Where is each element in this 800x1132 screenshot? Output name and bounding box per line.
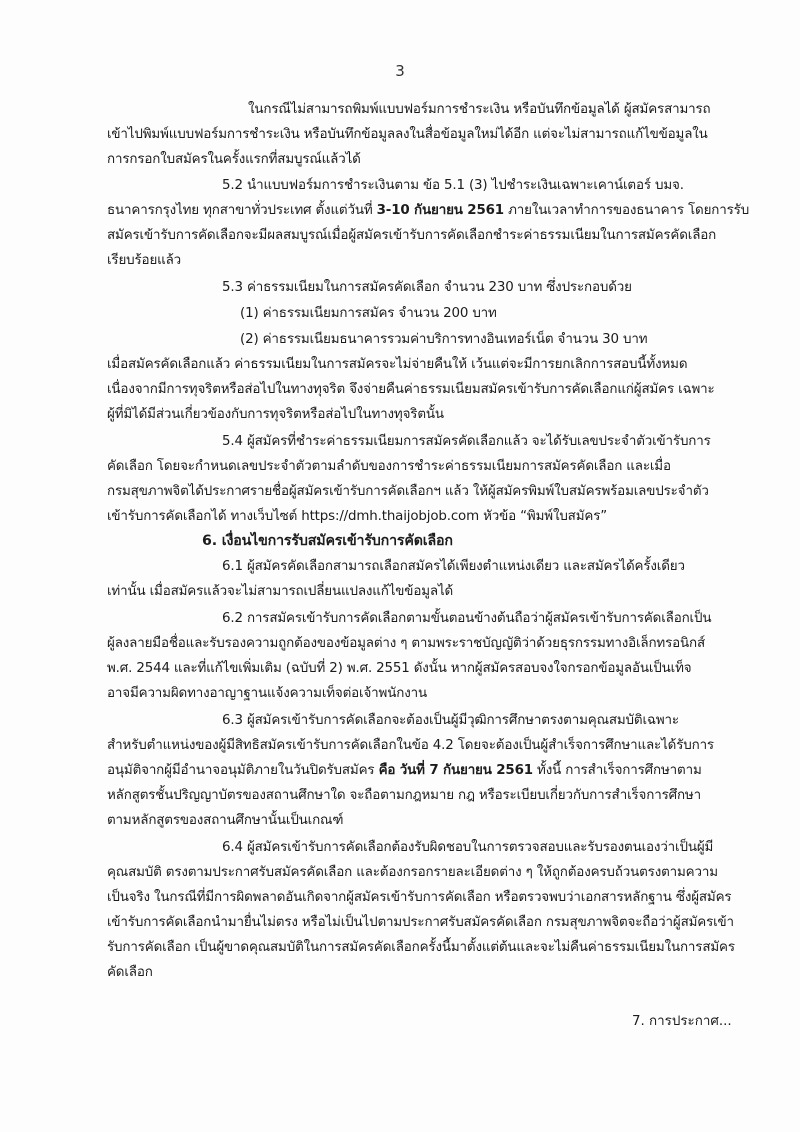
text-segment: 5.3 ค่าธรรมเนียมในการสมัครคัดเลือก จำนวน 230 บาท ซึ่งประกอบด้วย [222, 280, 632, 295]
text-segment: สำหรับตำแหน่งของผู้มีสิทธิสมัครเข้ารับการคัดเลือกในข้อ 4.2 โดยจะต้องเป็นผู้สำเร็จการศึกษาและได้รับการ [107, 738, 714, 753]
text-segment: เข้ารับการคัดเลือกได้ ทางเว็บไซต์ https://dmh.thaijobjob.com หัวข้อ “พิมพ์ใบสมัคร” [107, 509, 608, 524]
text-segment: อนุมัติจากผู้มีอำนาจอนุมัติภายในวันปิดรับสมัคร [107, 763, 379, 778]
text-segment: ผู้ลงลายมือชื่อและรับรองความถูกต้องของข้อมูลต่าง ๆ ตามพระราชบัญญัติว่าด้วยธุรกรรมทางอิเล็กทรอนิกส์ [107, 636, 706, 651]
text-line [107, 863, 718, 883]
text-segment: พ.ศ. 2544 และที่แก้ไขเพิ่มเติม (ฉบับที่ 2) พ.ศ. 2551 ดังนั้น หากผู้สมัครสอบจงใจกรอกข้อมูลอันเป็นเท็จ [107, 661, 692, 676]
text-segment: 6.1 ผู้สมัครคัดเลือกสามารถเลือกสมัครได้เพียงตำแหน่งเดียว และสมัครได้ครั้งเดียว [222, 559, 685, 574]
section-heading [202, 531, 453, 551]
text-line [107, 150, 361, 170]
continuation-marker: 7. การประกาศ... [632, 1014, 732, 1029]
text-segment: กรมสุขภาพจิตได้ประกาศรายชื่อผู้สมัครเข้ารับการคัดเลือกฯ แล้ว ให้ผู้สมัครพิมพ์ใบสมัครพร้อมเลขประจำตัว [107, 484, 709, 499]
text-line [107, 659, 691, 679]
text-segment: อาจมีความผิดทางอาญาฐานแจ้งความเท็จต่อเจ้าพนักงาน [107, 686, 427, 701]
text-line [107, 125, 708, 145]
page-number: 3 [395, 62, 405, 80]
text-segment: รับการคัดเลือก เป็นผู้ขาดคุณสมบัติในการสมัครคัดเลือกครั้งนี้มาตั้งแต่ต้นและจะไม่คืนค่าธรรมเนียมในการสมัคร [107, 940, 735, 955]
text-segment: (1) ค่าธรรมเนียมการสมัคร จำนวน 200 บาท [240, 306, 497, 321]
text-segment: ภายในเวลาทำการของธนาคาร โดยการรับ [503, 203, 750, 218]
text-line [107, 355, 687, 375]
text-segment: 6.4 ผู้สมัครเข้ารับการคัดเลือกต้องรับผิดชอบในการตรวจสอบและรับรองตนเองว่าเป็นผู้มี [222, 840, 714, 855]
text-line [107, 786, 701, 806]
text-segment: เมื่อสมัครคัดเลือกแล้ว ค่าธรรมเนียมในการสมัครจะไม่จ่ายคืนให้ เว้นแต่จะมีการยกเลิกการสอบนี้ทั้งหมด [107, 357, 688, 372]
text-line [222, 432, 711, 452]
text-segment: ธนาคารกรุงไทย ทุกสาขาทั่วประเทศ ตั้งแต่วันที่ [107, 203, 377, 218]
text-line [107, 684, 427, 704]
text-line [222, 176, 684, 196]
text-line [107, 736, 714, 756]
text-line [107, 457, 671, 477]
text-line [240, 330, 647, 350]
text-line [107, 938, 735, 958]
text-segment: (2) ค่าธรรมเนียมธนาคารรวมค่าบริการทางอินเทอร์เน็ต จำนวน 30 บาท [240, 332, 648, 347]
text-segment: 6.2 การสมัครเข้ารับการคัดเลือกตามขั้นตอนข้างต้นถือว่าผู้สมัครเข้ารับการคัดเลือกเป็น [222, 611, 712, 626]
text-segment: สมัครเข้ารับการคัดเลือกจะมีผลสมบูรณ์เมื่อผู้สมัครเข้ารับการคัดเลือกชำระค่าธรรมเนียมในการสมัครคัดเลือก [107, 228, 717, 243]
text-line [240, 304, 497, 324]
bold-text: คือ วันที่ 7 กันยายน 2561 [378, 763, 533, 778]
text-line [107, 405, 444, 425]
bold-text: 3-10 กันยายน 2561 [376, 203, 504, 218]
text-line [107, 582, 453, 602]
text-line [248, 100, 711, 120]
text-line [107, 963, 153, 983]
text-segment: 6.3 ผู้สมัครเข้ารับการคัดเลือกจะต้องเป็นผู้มีวุฒิการศึกษาตรงตามคุณสมบัติเฉพาะ [222, 713, 679, 728]
text-line [107, 811, 343, 831]
text-line [107, 634, 705, 654]
text-segment: 5.4 ผู้สมัครที่ชำระค่าธรรมเนียมการสมัครคัดเลือกแล้ว จะได้รับเลขประจำตัวเข้ารับการ [222, 434, 711, 449]
text-line [107, 201, 749, 221]
text-line [107, 888, 731, 908]
text-segment: ตามหลักสูตรของสถานศึกษานั้นเป็นเกณฑ์ [107, 813, 344, 828]
text-line [107, 226, 716, 246]
text-segment: คุณสมบัติ ตรงตามประกาศรับสมัครคัดเลือก และต้องกรอกรายละเอียดต่าง ๆ ให้ถูกต้องครบถ้วนตรงตามความ [107, 865, 718, 880]
text-segment: หลักสูตรชั้นปริญญาบัตรของสถานศึกษาใด จะถือตามกฎหมาย กฎ หรือระเบียบเกี่ยวกับการสำเร็จการศึกษา [107, 788, 701, 803]
text-segment: คัดเลือก โดยจะกำหนดเลขประจำตัวตามลำดับของการชำระค่าธรรมเนียมการสมัครคัดเลือก และเมื่อ [107, 459, 671, 474]
text-segment: เนื่องจากมีการทุจริตหรือส่อไปในทางทุจริต จึงจ่ายคืนค่าธรรมเนียมสมัครเข้ารับการคัดเลือกแก่ผู้สมัคร เฉพาะ [107, 382, 715, 397]
text-line [107, 251, 181, 271]
text-segment: เรียบร้อยแล้ว [107, 253, 182, 268]
bold-text: 6. เงื่อนไขการรับสมัครเข้ารับการคัดเลือก [202, 533, 453, 549]
text-line [107, 913, 734, 933]
text-line [222, 711, 679, 731]
text-segment: เข้าไปพิมพ์แบบฟอร์มการชำระเงิน หรือบันทึกข้อมูลลงในสื่อข้อมูลใหม่ได้อีก แต่จะไม่สามารถแก้ไขข้อมูลใน [107, 127, 708, 142]
text-line [222, 278, 632, 298]
text-line [222, 557, 685, 577]
text-line [107, 482, 709, 502]
text-segment: เป็นจริง ในกรณีที่มีการผิดพลาดอันเกิดจากผู้สมัครเข้ารับการคัดเลือก หรือตรวจพบว่าเอกสารหลักฐาน ซึ่งผู้สมัคร [107, 890, 732, 905]
text-line [107, 380, 715, 400]
text-line [222, 838, 713, 858]
text-line [107, 507, 607, 527]
text-segment: การกรอกใบสมัครในครั้งแรกที่สมบูรณ์แล้วได้ [107, 152, 361, 167]
text-line [107, 761, 702, 781]
text-segment: ทั้งนี้ การสำเร็จการศึกษาตาม [532, 763, 702, 778]
text-segment: 5.2 นำแบบฟอร์มการชำระเงินตาม ข้อ 5.1 (3) ไปชำระเงินเฉพาะเคาน์เตอร์ บมจ. [222, 178, 684, 193]
text-segment: เท่านั้น เมื่อสมัครแล้วจะไม่สามารถเปลี่ยนแปลงแก้ไขข้อมูลได้ [107, 584, 454, 599]
text-segment: ในกรณีไม่สามารถพิมพ์แบบฟอร์มการชำระเงิน หรือบันทึกข้อมูลได้ ผู้สมัครสามารถ [248, 102, 711, 117]
text-line [222, 609, 711, 629]
text-segment: คัดเลือก [107, 965, 153, 980]
text-segment: ผู้ที่มิได้มีส่วนเกี่ยวข้องกับการทุจริตหรือส่อไปในทางทุจริตนั้น [107, 407, 444, 422]
text-segment: เข้ารับการคัดเลือกนำมายื่นไม่ตรง หรือไม่เป็นไปตามประกาศรับสมัครคัดเลือก กรมสุขภาพจิตจะถือว่าผู้สมัครเข้า [107, 915, 734, 930]
